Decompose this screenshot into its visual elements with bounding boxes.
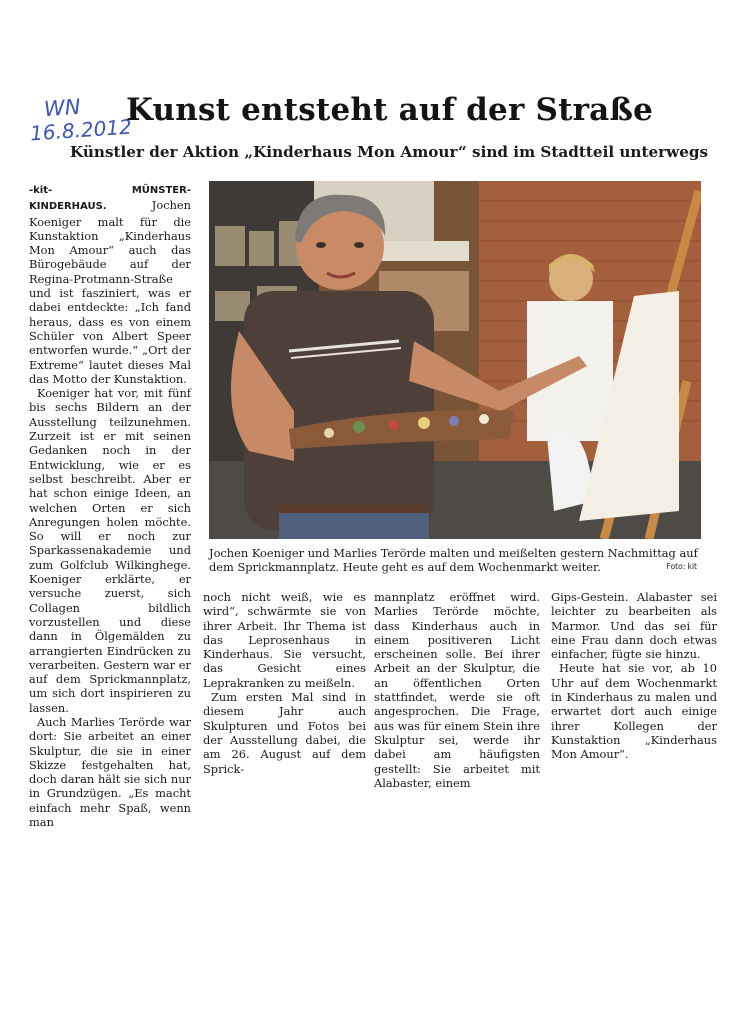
- article-paragraph: [29, 182, 191, 386]
- article-paragraph: mannplatz eröffnet wird. Marlies Terörde möchte, dass Kinderhaus auch in einem positiveren Licht erscheinen solle. Bei ihrer Arbeit an der Skulptur, die an öffentlichen Orten stattfindet, werde sie oft angesprochen. Die Frage, aus was für einem Stein ihre Skulptur sei, werde ihr dabei am häufigsten gestellt: Sie arbeitet mit Alabaster, einem: [374, 590, 540, 790]
- article-column-2: [203, 590, 366, 776]
- photo-credit: Foto: kit: [666, 562, 697, 571]
- paragraph-text: Jochen Koeniger malt für die Kunstaktion „Kinderhaus Mon Amour“ auch das Bürogebäude auf der Regina-Protmann-Straße und ist fasziniert, was er dabei entdeckte: „Ich fand heraus, dass es von einem Schüler von Albert Speer entworfen wurde.“ „Ort der Extreme“ lautet dieses Mal das Motto der Kunstaktion.: [29, 198, 191, 386]
- article-subheadline: Künstler der Aktion „Kinderhaus Mon Amour“ sind im Stadtteil unterwegs: [70, 143, 709, 161]
- article-paragraph: Zum ersten Mal sind in diesem Jahr auch Skulpturen und Fotos bei der Ausstellung dabei, die am 26. August auf dem Sprick-: [203, 690, 366, 776]
- article-photo: [209, 181, 701, 539]
- article-paragraph: Auch Marlies Terörde war dort: Sie arbeitet an einer Skulptur, die sie in einer Skizze festgehalten hat, doch daran hält sie sich nur in Grundzügen. „Es macht einfach mehr Spaß, wenn man: [29, 714, 191, 830]
- article-column-4: [551, 590, 717, 762]
- handwritten-date-note: 16.8.2012: [29, 114, 133, 146]
- article-headline: Kunst entsteht auf der Straße: [126, 92, 654, 128]
- photo-illustration: [209, 181, 701, 539]
- caption-text: Jochen Koeniger und Marlies Terörde malten und meißelten gestern Nachmittag auf dem Sprickmannplatz. Heute geht es auf dem Wochenmarkt weiter.: [209, 546, 698, 575]
- handwritten-source-note: WN: [43, 94, 82, 122]
- article-column-3: [374, 590, 540, 790]
- dateline-place: MÜNSTER-KINDERHAUS.: [29, 185, 191, 213]
- article-paragraph: Koeniger hat vor, mit fünf bis sechs Bildern an der Ausstellung teilzunehmen. Zurzeit ist er mit seinen Gedanken noch in der Entwicklung, wie er es selbst beschreibt. Aber er hat schon einige Ideen, an welchen Orten er sich Anregungen holen möchte. So will er noch zur Sparkassenakademie und zum Golfclub Wilkinghege. Koeniger erklärte, er versuche zuerst, sich Collagen bildlich vorzustellen und diese dann in Ölgemälden zu arrangierten Eindrücken zu verarbeiten. Gestern war er auf dem Sprickmannplatz, um sich dort inspirieren zu lassen.: [29, 386, 191, 715]
- article-paragraph: Heute hat sie vor, ab 10 Uhr auf dem Wochenmarkt in Kinderhaus zu malen und erwartet dort auch einige ihrer Kollegen der Kunstaktion „Kinderhaus Mon Amour“.: [551, 661, 717, 762]
- article-column-1: [29, 182, 191, 829]
- dateline-author: -kit-: [29, 185, 53, 196]
- photo-caption: [209, 546, 701, 575]
- article-paragraph: noch nicht weiß, wie es wird“, schwärmte sie von ihrer Arbeit. Ihr Thema ist das Leprosenhaus in Kinderhaus. Sie versucht, das Gesicht eines Leprakranken zu meißeln.: [203, 590, 366, 690]
- article-paragraph: Gips-Gestein. Alabaster sei leichter zu bearbeiten als Marmor. Und das sei für eine Frau dann doch etwas einfacher, fügte sie hinzu.: [551, 590, 717, 662]
